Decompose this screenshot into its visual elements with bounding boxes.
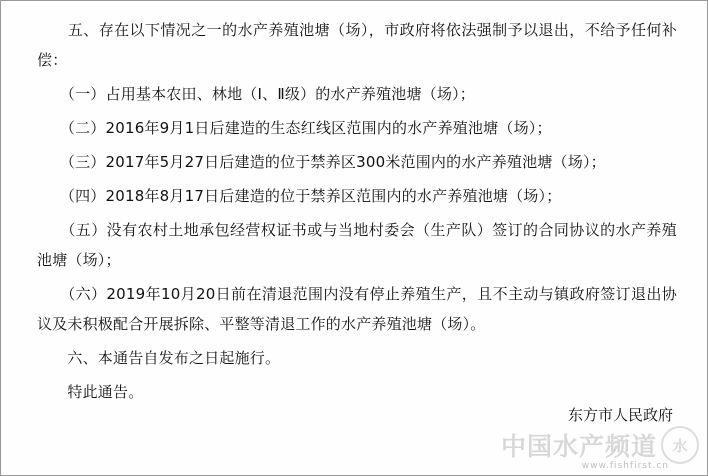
paragraph-closing: 特此通告。: [37, 383, 144, 401]
paragraph-item-two: （二）2016年9月1日后建造的生态红线区范围内的水产养殖池塘（场）；: [37, 119, 552, 137]
document-body: [1, 1, 707, 407]
paragraph-item-three: （三）2017年5月27日后建造的位于禁养区300米范围内的水产养殖池塘（场）；: [37, 153, 606, 171]
paragraph-clause-six: 六、本通告自发布之日起施行。: [37, 349, 281, 367]
watermark-badge-icon: 水: [661, 426, 699, 464]
watermark-text: 中国水产频道: [500, 432, 657, 461]
watermark-inner: [501, 426, 699, 464]
paragraph-item-four: （四）2018年8月17日后建造的位于禁养区范围内的水产养殖池塘（场）；: [37, 187, 562, 205]
document-signature: 东方市人民政府: [567, 406, 673, 424]
paragraph-item-six: （六）2019年10月20日前在清退范围内没有停止养殖生产，且不主动与镇政府签订退出协议及未积极配合开展拆除、平整等清退工作的水产养殖池塘（场）。: [37, 285, 677, 333]
paragraph-item-one: （一）占用基本农田、林地（Ⅰ、Ⅱ级）的水产养殖池塘（场）；: [37, 85, 476, 103]
watermark-subtext: www.fishfirst.cn: [581, 461, 669, 471]
paragraph-item-five: （五）没有农村土地承包经营权证书或与当地村委会（生产队）签订的合同协议的水产养殖池塘（场）；: [37, 221, 677, 269]
paragraph-clause-five: 五、存在以下情况之一的水产养殖池塘（场），市政府将依法强制予以退出，不给予任何补偿：: [37, 21, 677, 69]
